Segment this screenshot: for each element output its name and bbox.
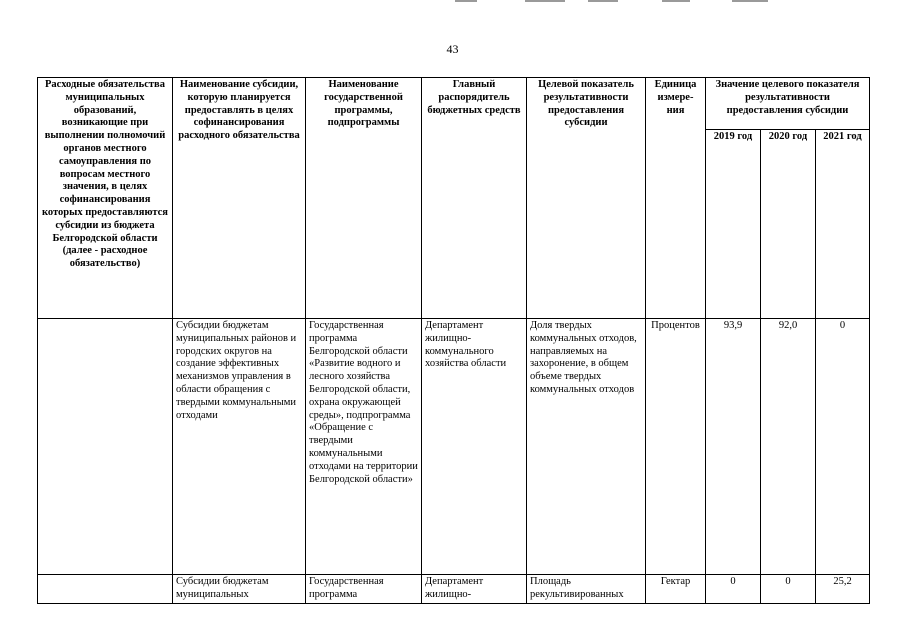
- cell-value-2021: 25,2: [816, 575, 870, 604]
- cell-indicator: Площадь рекультивированных: [527, 575, 646, 604]
- cell-unit: Процентов: [646, 319, 706, 575]
- header-indicator: Целевой показатель результативности предоставления субсидии: [527, 78, 646, 319]
- header-year-2019: 2019 год: [706, 130, 761, 319]
- header-unit: Единица измере-ния: [646, 78, 706, 319]
- scan-artifacts: [0, 0, 905, 6]
- cell-value-2021: 0: [816, 319, 870, 575]
- cell-obligation: [38, 319, 173, 575]
- subsidy-table: [37, 77, 870, 604]
- cell-obligation: [38, 575, 173, 604]
- cell-value-2020: 92,0: [761, 319, 816, 575]
- cell-subsidy: Субсидии бюджетам муниципальных районов и городских округов на создание эффективных механизмов управления в области обращения с твердыми коммунальными отходами: [173, 319, 306, 575]
- cell-value-2019: 93,9: [706, 319, 761, 575]
- cell-indicator: Доля твердых коммунальных отходов, направляемых на захоронение, в общем объеме твердых коммунальных отходов: [527, 319, 646, 575]
- header-manager: Главный распорядитель бюджетных средств: [422, 78, 527, 319]
- cell-unit: Гектар: [646, 575, 706, 604]
- cell-program: Государственная программа Белгородской области «Развитие водного и лесного хозяйства Белгородской области, охрана окружающей среды», подпрограмма «Обращение с твердыми коммунальными отходами на территории Белгородской области»: [306, 319, 422, 575]
- cell-subsidy: Субсидии бюджетам муниципальных: [173, 575, 306, 604]
- header-subsidy: Наименование субсидии, которую планируется предоставлять в целях софинансирования расходного обязательства: [173, 78, 306, 319]
- cell-manager: Департамент жилищно-: [422, 575, 527, 604]
- header-year-2020: 2020 год: [761, 130, 816, 319]
- cell-manager: Департамент жилищно-коммунального хозяйства области: [422, 319, 527, 575]
- header-year-2021: 2021 год: [816, 130, 870, 319]
- page-number: 43: [446, 42, 459, 56]
- cell-value-2019: 0: [706, 575, 761, 604]
- cell-value-2020: 0: [761, 575, 816, 604]
- header-target-value: Значение целевого показателя результативности предоставления субсидии: [706, 78, 870, 130]
- table-row: [38, 319, 870, 575]
- header-obligation: Расходные обязательства муниципальных образований, возникающие при выполнении полномочий органов местного самоуправления по вопросам местного значения, в целях софинансирования которых предоставляются субсидии из бюджета Белгородской области (далее - расходное обязательство): [38, 78, 173, 319]
- cell-program: Государственная программа: [306, 575, 422, 604]
- header-row: [38, 78, 870, 130]
- header-program: Наименование государственной программы, подпрограммы: [306, 78, 422, 319]
- table-row: [38, 575, 870, 604]
